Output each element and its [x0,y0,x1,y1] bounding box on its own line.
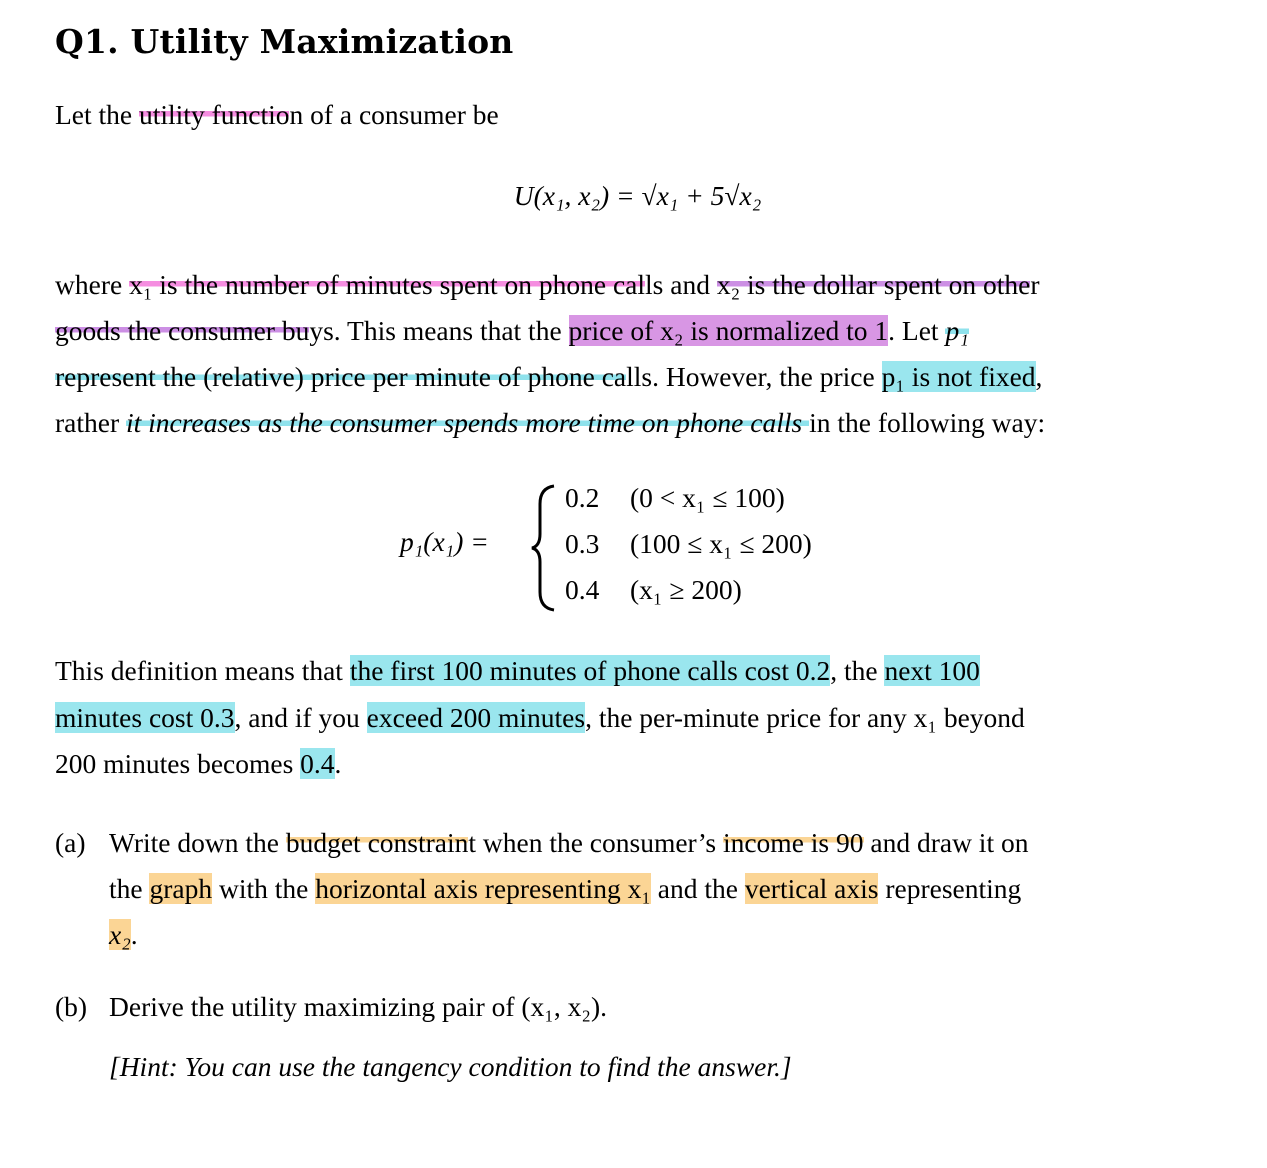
highlight-exceed-200: exceed 200 minutes [366,702,586,733]
utility-eq-lhs: U(x₁, x₂) = [513,180,642,211]
part-b-label: (b) [55,991,88,1022]
para1-line1: where x₁ is the number of minutes spent on phone calls and x₂ is the dollar spent on other [55,269,1040,300]
highlight-goods: goods the consumer bu [55,315,310,346]
piecewise-case-2: 0.3 (100 ≤ x₁ ≤ 200) [565,528,812,559]
highlight-increases: it increases as the consumer spends more time on phone calls [126,407,810,438]
question-heading: Q1. Utility Maximization [55,22,514,61]
part-a-line1: Write down the budget constraint when the consumer’s income is 90 and draw it on [109,827,1029,858]
part-a-label: (a) [55,827,86,858]
highlight-vertical-axis: vertical axis [744,873,879,904]
left-brace-icon [530,482,560,612]
para2-line3: 200 minutes becomes 0.4. [55,748,342,779]
highlight-x2-definition: x₂ is the dollar spent on othe [716,269,1031,300]
highlight-graph: graph [149,873,213,904]
highlight-utility-function: utility functio [139,99,290,130]
piecewise-case-1: 0.2 (0 < x₁ ≤ 100) [565,482,785,513]
para2-line2: minutes cost 0.3, and if you exceed 200 minutes, the per-minute price for any x₁ beyond [55,702,1025,733]
para1-line4: rather it increases as the consumer spends more time on phone calls in the following way: [55,407,1046,438]
highlight-next-100: next 100 [884,655,980,686]
highlight-minutes-cost: minutes cost 0.3 [55,702,235,733]
part-a-line3: x₂. [109,919,138,950]
highlight-first-100: the first 100 minutes of phone calls cost 0.2 [349,655,831,686]
part-a-line2: the graph with the horizontal axis representing x₁ and the vertical axis representing [109,873,1022,904]
highlight-x1-definition: x₁ is the number of minutes spent on phone cal [129,269,646,300]
para2-line1: This definition means that the first 100 minutes of phone calls cost 0.2, the next 100 [55,655,980,686]
intro-line: Let the utility function of a consumer be [55,99,499,130]
highlight-x2: x₂ [109,919,131,950]
utility-eq-rhs: √x₁ + 5√x₂ [641,180,762,211]
highlight-0-4: 0.4 [300,748,335,779]
highlight-represent-price: represent the (relative) price per minute of phone ca [55,361,627,392]
highlight-price-normalized: price of x₂ is normalized to 1 [568,315,889,346]
part-b-hint: [Hint: You can use the tangency condition to find the answer.] [109,1051,792,1082]
highlight-budget-constraint: budget constrain [285,827,469,858]
highlight-income: income is 90 [722,827,864,858]
piecewise-lhs: p₁(x₁) = [400,526,489,557]
part-b-text: Derive the utility maximizing pair of (x₁, x₂). [109,991,608,1022]
para1-line3: represent the (relative) price per minute of phone calls. However, the price p₁ is not fixed, [55,361,1043,392]
utility-equation [55,180,1220,212]
highlight-horizontal-axis: horizontal axis representing x₁ [315,873,651,904]
piecewise-price-function [400,482,920,612]
piecewise-case-3: 0.4 (x₁ ≥ 200) [565,574,742,605]
para1-line2: goods the consumer buys. This means that the price of x₂ is normalized to 1. Let p₁ [55,315,969,346]
highlight-p1-not-fixed: p₁ is not fixed [881,361,1036,392]
highlight-p1: p₁ [945,315,969,346]
